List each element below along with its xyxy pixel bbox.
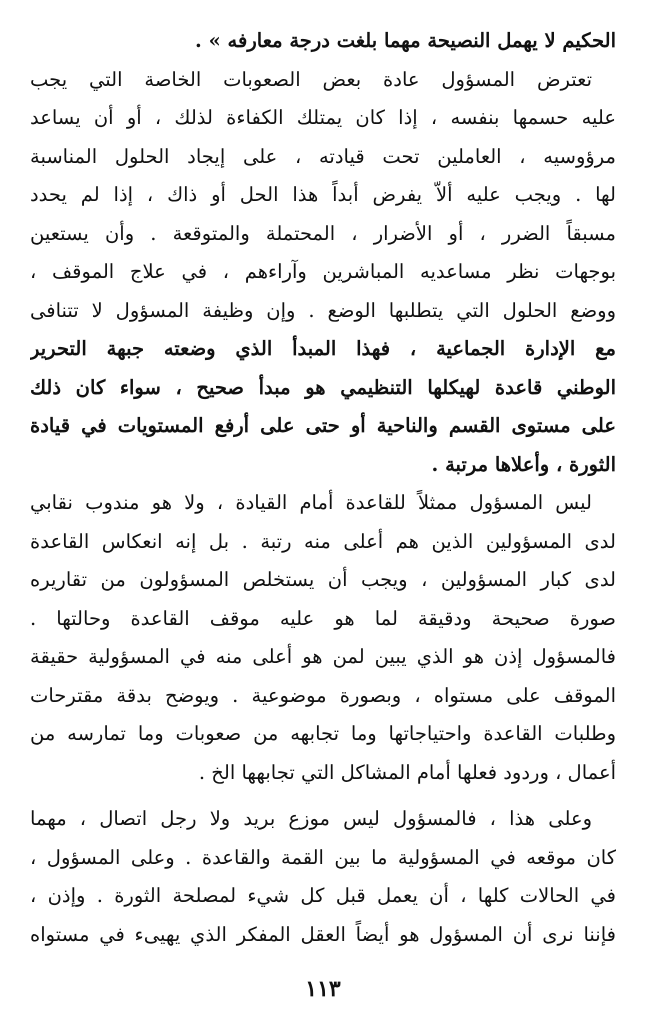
paragraph xyxy=(30,61,616,485)
page-number: ١١٣ xyxy=(305,976,341,1002)
text-line: فإننا نرى أن المسؤول هو أيضاً العقل المفكر الذي يهيىء في مستواه xyxy=(30,922,616,946)
text-line: الثورة ، وأعلاها مرتبة . xyxy=(431,452,616,476)
text-line: وعلى هذا ، فالمسؤول ليس موزع بريد ولا رجل اتصال ، مهما xyxy=(30,807,592,830)
text-line: ووضع الحلول التي يتطلبها الوضع . وإن وظيفة المسؤول لا تتنافى xyxy=(30,298,616,322)
paragraph xyxy=(30,22,616,61)
text-line: أعمال ، وردود فعلها أمام المشاكل التي تجابهها الخ . xyxy=(198,760,616,784)
text-line: في الحالات كلها ، أن يعمل قبل كل شيء لمصلحة الثورة . وإذن ، xyxy=(30,884,616,907)
text-line: عليه حسمها بنفسه ، إذا كان يمتلك الكفاءة لذلك ، أو أن يساعد xyxy=(30,106,616,129)
text-line: مرؤوسيه ، العاملين تحت قيادته ، على إيجاد الحلول المناسبة xyxy=(30,144,616,168)
text-line: الموقف على مستواه ، وبصورة موضوعية . ويوضح بدقة مقترحات xyxy=(30,683,616,707)
text-line: بوجهات نظر مساعديه المباشرين وآراءهم ، في علاج الموقف ، xyxy=(30,260,616,283)
text-line: الوطني قاعدة لهيكلها التنظيمي هو مبدأ صحيح ، سواء كان ذلك xyxy=(30,375,616,399)
paragraph xyxy=(30,484,616,792)
text-line: فالمسؤول إذن هو الذي يبين لمن هو أعلى منه في المسؤولية حقيقة xyxy=(30,645,616,668)
text-line: مع الإدارة الجماعية ، فهذا المبدأ الذي وضعته جبهة التحرير xyxy=(30,337,616,360)
text-line: تعترض المسؤول عادة بعض الصعوبات الخاصة التي يجب xyxy=(30,67,592,91)
text-line: صورة صحيحة ودقيقة لما هو عليه موقف القاعدة وحالتها . xyxy=(30,606,616,630)
text-line: كان موقعه في المسؤولية ما بين القمة والقاعدة . وعلى المسؤول ، xyxy=(30,845,616,869)
paragraph xyxy=(30,800,616,954)
text-line: على مستوى القسم والناحية أو حتى على أرفع المستويات في قيادة xyxy=(30,414,616,437)
page-body xyxy=(30,22,616,962)
text-line: لها . ويجب عليه ألاّ يفرض أبداً هذا الحل أو ذاك ، إذا لم يحدد xyxy=(30,183,616,206)
text-line: لدى كبار المسؤولين ، ويجب أن يستخلص المسؤولون من تقاريره xyxy=(30,568,616,591)
text-line: مسبقاً الضرر ، أو الأضرار ، المحتملة والمتوقعة . وأن يستعين xyxy=(30,221,616,245)
text-line: وطلبات القاعدة واحتياجاتها وما تجابهه من صعوبات وما تمارسه من xyxy=(30,722,616,745)
paragraph-gap xyxy=(30,792,616,800)
text-line: لدى المسؤولين الذين هم أعلى منه رتبة . بل إنه انعكاس القاعدة xyxy=(30,529,616,553)
text-line: الحكيم لا يهمل النصيحة مهما بلغت درجة معارفه » . xyxy=(195,29,616,52)
text-line: ليس المسؤول ممثلاً للقاعدة أمام القيادة ، ولا هو مندوب نقابي xyxy=(30,491,592,514)
